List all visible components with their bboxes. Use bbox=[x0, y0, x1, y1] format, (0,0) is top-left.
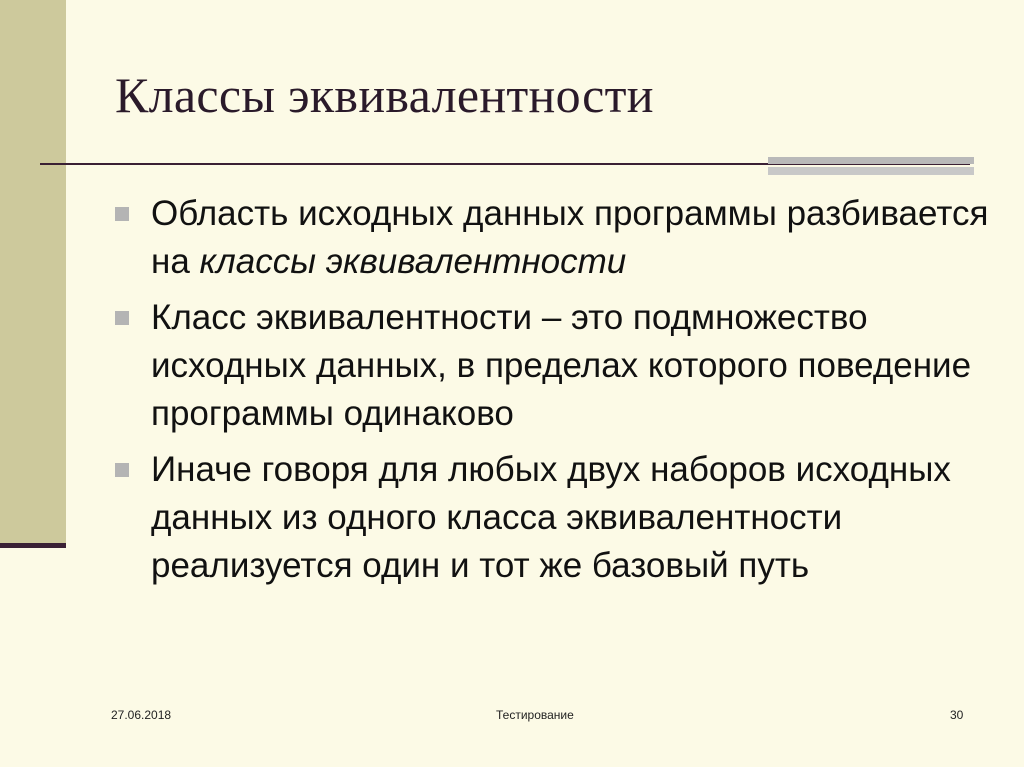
accent-stripe-bottom bbox=[768, 167, 974, 175]
left-decor-bar-base bbox=[0, 543, 66, 548]
slide-title: Классы эквивалентности bbox=[115, 67, 654, 123]
accent-stripe-top bbox=[768, 157, 974, 164]
square-bullet-icon bbox=[115, 207, 129, 221]
bullet-text: Иначе говоря для любых двух наборов исходных данных из одного класса эквивалентности реализуется один и тот же базовый путь bbox=[151, 450, 951, 585]
footer-date: 27.06.2018 bbox=[111, 708, 172, 722]
bullet-list bbox=[115, 190, 995, 598]
bullet-item bbox=[115, 190, 995, 286]
bullet-item bbox=[115, 294, 995, 438]
slide-number: 30 bbox=[950, 708, 964, 722]
left-decor-bar bbox=[0, 0, 66, 543]
bullet-emphasis: классы эквивалентности bbox=[199, 242, 627, 281]
bullet-text: Область исходных данных программы разбивается на bbox=[151, 194, 989, 281]
square-bullet-icon bbox=[115, 463, 129, 477]
bullet-text: Класс эквивалентности – это подмножество исходных данных, в пределах которого поведение программы одинаково bbox=[151, 298, 972, 433]
title-accent-bar bbox=[768, 157, 974, 179]
footer-title: Тестирование bbox=[496, 708, 574, 722]
square-bullet-icon bbox=[115, 311, 129, 325]
bullet-item bbox=[115, 446, 995, 590]
